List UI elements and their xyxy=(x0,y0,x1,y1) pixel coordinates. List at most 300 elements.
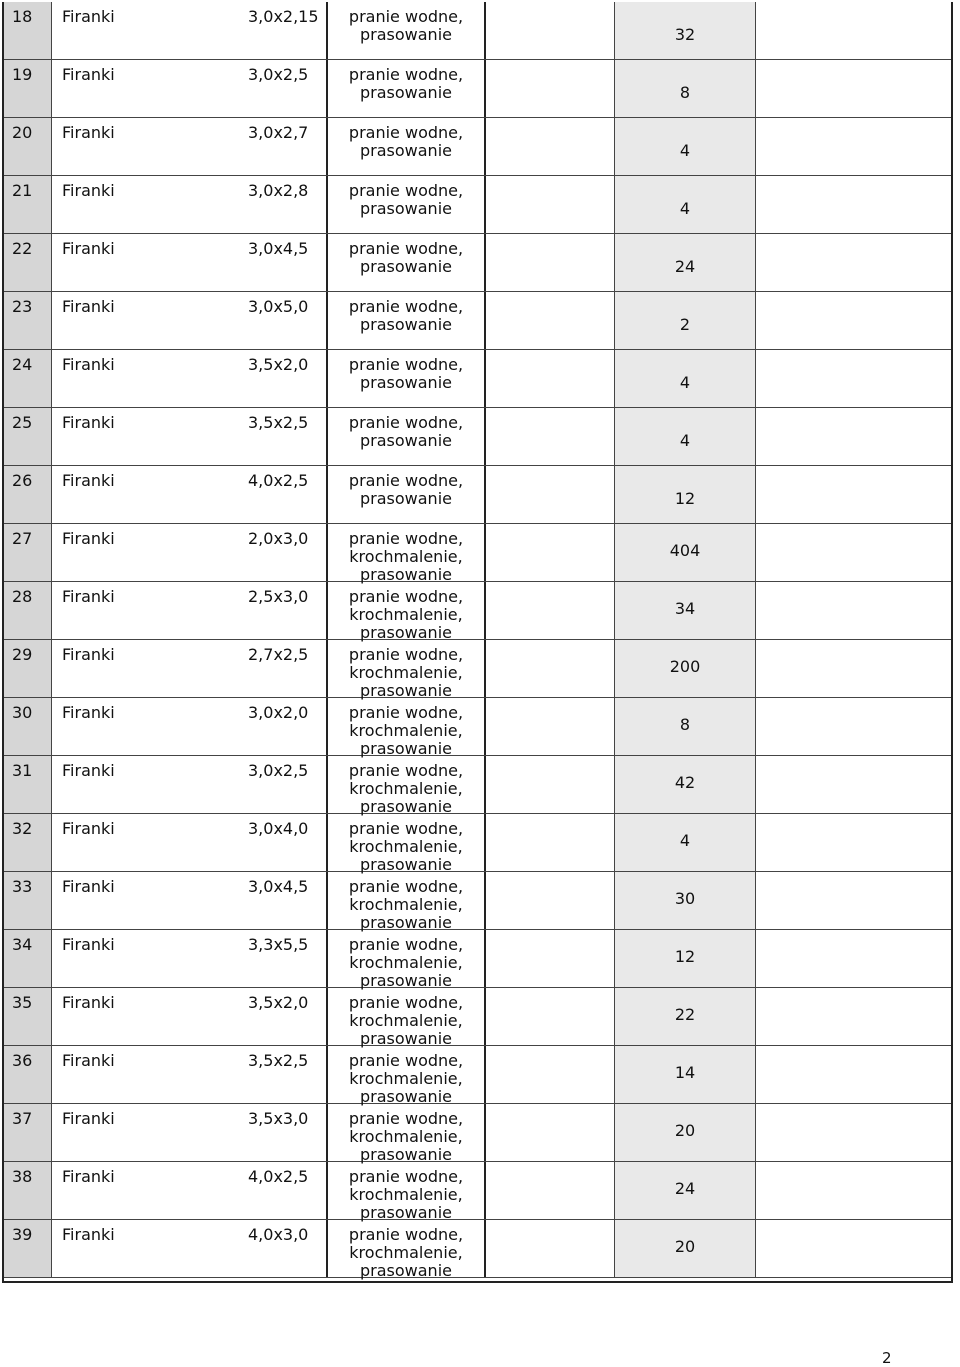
service-description-line: pranie wodne, xyxy=(348,1109,464,1128)
item-size-cell xyxy=(232,176,326,233)
quantity: 22 xyxy=(674,1005,696,1024)
service-description-cell xyxy=(326,350,486,407)
table-row xyxy=(4,118,951,176)
empty-cell xyxy=(756,60,951,117)
quantity: 4 xyxy=(679,199,691,218)
empty-cell xyxy=(756,176,951,233)
service-description-line: prasowanie xyxy=(360,141,452,160)
item-name: Firanki xyxy=(62,819,115,838)
empty-cell xyxy=(486,814,614,871)
quantity: 4 xyxy=(679,431,691,450)
quantity-cell xyxy=(614,524,756,581)
service-description-line: prasowanie xyxy=(360,489,452,508)
service-description-line: pranie wodne, xyxy=(348,297,464,316)
quantity: 200 xyxy=(669,657,701,676)
item-name-cell xyxy=(52,1220,232,1277)
service-description-cell xyxy=(326,118,486,175)
service-description-cell xyxy=(326,524,486,584)
table-row xyxy=(4,234,951,292)
service-description xyxy=(328,1110,484,1164)
service-description xyxy=(328,124,484,160)
empty-cell xyxy=(486,350,614,407)
row-number: 26 xyxy=(12,471,33,490)
empty-cell xyxy=(756,524,951,581)
item-size: 3,0x4,5 xyxy=(248,239,309,258)
service-description-line: prasowanie xyxy=(360,681,452,700)
item-size: 2,7x2,5 xyxy=(248,645,309,664)
quantity: 4 xyxy=(679,831,691,850)
service-description-cell xyxy=(326,640,486,700)
quantity-cell xyxy=(614,1162,756,1219)
row-number-cell xyxy=(4,1104,52,1161)
item-name-cell xyxy=(52,756,232,813)
item-name-cell xyxy=(52,1104,232,1161)
service-description-line: prasowanie xyxy=(360,83,452,102)
item-size-cell xyxy=(232,466,326,523)
service-description-line: pranie wodne, xyxy=(348,587,464,606)
empty-cell xyxy=(486,872,614,929)
empty-cell xyxy=(486,234,614,291)
empty-cell xyxy=(486,118,614,175)
row-number: 22 xyxy=(12,239,33,258)
row-number-cell xyxy=(4,524,52,581)
service-description-line: krochmalenie, xyxy=(349,1243,463,1262)
empty-cell xyxy=(756,582,951,639)
item-size-cell xyxy=(232,408,326,465)
empty-cell xyxy=(756,2,951,59)
table-row xyxy=(4,756,951,814)
item-name-cell xyxy=(52,524,232,581)
quantity-cell xyxy=(614,1104,756,1161)
empty-cell xyxy=(486,640,614,697)
item-name: Firanki xyxy=(62,297,115,316)
item-size-cell xyxy=(232,60,326,117)
row-number: 19 xyxy=(12,65,33,84)
quantity: 404 xyxy=(669,541,701,560)
quantity: 42 xyxy=(674,773,696,792)
item-name-cell xyxy=(52,408,232,465)
service-description xyxy=(328,182,484,218)
item-name-cell xyxy=(52,292,232,349)
service-description-line: pranie wodne, xyxy=(348,123,464,142)
empty-cell xyxy=(486,408,614,465)
quantity-cell xyxy=(614,176,756,233)
item-name: Firanki xyxy=(62,877,115,896)
row-number-cell xyxy=(4,756,52,813)
quantity-cell xyxy=(614,234,756,291)
service-description-line: krochmalenie, xyxy=(349,837,463,856)
row-number-cell xyxy=(4,1046,52,1103)
service-description-line: krochmalenie, xyxy=(349,1127,463,1146)
row-number: 34 xyxy=(12,935,33,954)
empty-cell xyxy=(756,1046,951,1103)
item-size-cell xyxy=(232,756,326,813)
service-description-line: pranie wodne, xyxy=(348,239,464,258)
quantity-cell xyxy=(614,872,756,929)
empty-cell xyxy=(756,930,951,987)
row-number: 38 xyxy=(12,1167,33,1186)
row-number: 20 xyxy=(12,123,33,142)
row-number: 29 xyxy=(12,645,33,664)
item-size-cell xyxy=(232,582,326,639)
row-number-cell xyxy=(4,234,52,291)
service-description xyxy=(328,762,484,816)
item-size-cell xyxy=(232,234,326,291)
item-name: Firanki xyxy=(62,935,115,954)
table-row xyxy=(4,60,951,118)
item-name-cell xyxy=(52,466,232,523)
service-description xyxy=(328,936,484,990)
empty-cell xyxy=(486,582,614,639)
item-size: 4,0x2,5 xyxy=(248,1167,309,1186)
empty-cell xyxy=(486,466,614,523)
row-number: 18 xyxy=(12,7,33,26)
service-description-cell xyxy=(326,408,486,465)
table-row xyxy=(4,176,951,234)
item-name: Firanki xyxy=(62,1167,115,1186)
item-size: 3,0x2,0 xyxy=(248,703,309,722)
empty-cell xyxy=(756,1220,951,1277)
empty-cell xyxy=(486,524,614,581)
item-size: 3,5x2,0 xyxy=(248,993,309,1012)
empty-cell xyxy=(486,756,614,813)
empty-cell xyxy=(756,466,951,523)
service-description-line: krochmalenie, xyxy=(349,895,463,914)
service-description-line: prasowanie xyxy=(360,739,452,758)
service-description xyxy=(328,1168,484,1222)
item-size: 2,0x3,0 xyxy=(248,529,309,548)
row-number: 39 xyxy=(12,1225,33,1244)
service-description-line: pranie wodne, xyxy=(348,65,464,84)
item-name: Firanki xyxy=(62,587,115,606)
quantity: 8 xyxy=(679,83,691,102)
item-size: 3,0x4,5 xyxy=(248,877,309,896)
quantity-cell xyxy=(614,582,756,639)
service-description-cell xyxy=(326,814,486,874)
item-size-cell xyxy=(232,2,326,59)
item-name-cell xyxy=(52,60,232,117)
item-size-cell xyxy=(232,350,326,407)
service-description-line: prasowanie xyxy=(360,971,452,990)
service-description xyxy=(328,298,484,334)
item-size-cell xyxy=(232,1104,326,1161)
item-name-cell xyxy=(52,2,232,59)
empty-cell xyxy=(486,1220,614,1277)
empty-cell xyxy=(756,756,951,813)
quantity: 32 xyxy=(674,25,696,44)
item-name-cell xyxy=(52,640,232,697)
item-size: 4,0x2,5 xyxy=(248,471,309,490)
service-description-line: prasowanie xyxy=(360,373,452,392)
item-size-cell xyxy=(232,292,326,349)
item-size-cell xyxy=(232,1162,326,1219)
item-name-cell xyxy=(52,698,232,755)
service-description-cell xyxy=(326,1046,486,1106)
table-row xyxy=(4,1046,951,1104)
item-size: 3,0x2,15 xyxy=(248,7,319,26)
items-table xyxy=(2,2,953,1283)
service-description xyxy=(328,356,484,392)
empty-cell xyxy=(756,408,951,465)
service-description-line: pranie wodne, xyxy=(348,993,464,1012)
item-name: Firanki xyxy=(62,529,115,548)
service-description-cell xyxy=(326,1220,486,1280)
service-description-line: krochmalenie, xyxy=(349,663,463,682)
service-description-line: prasowanie xyxy=(360,1087,452,1106)
item-size: 3,3x5,5 xyxy=(248,935,309,954)
service-description-line: pranie wodne, xyxy=(348,819,464,838)
service-description xyxy=(328,414,484,450)
quantity-cell xyxy=(614,640,756,697)
empty-cell xyxy=(756,988,951,1045)
service-description xyxy=(328,472,484,508)
row-number: 31 xyxy=(12,761,33,780)
service-description-line: krochmalenie, xyxy=(349,1011,463,1030)
row-number: 25 xyxy=(12,413,33,432)
service-description-line: pranie wodne, xyxy=(348,181,464,200)
service-description-line: pranie wodne, xyxy=(348,761,464,780)
service-description-line: krochmalenie, xyxy=(349,605,463,624)
service-description-cell xyxy=(326,1104,486,1164)
service-description-cell xyxy=(326,466,486,523)
item-size: 3,5x2,5 xyxy=(248,1051,309,1070)
service-description-cell xyxy=(326,292,486,349)
quantity: 20 xyxy=(674,1121,696,1140)
row-number-cell xyxy=(4,466,52,523)
service-description-cell xyxy=(326,930,486,990)
service-description xyxy=(328,240,484,276)
row-number-cell xyxy=(4,640,52,697)
item-size-cell xyxy=(232,698,326,755)
quantity-cell xyxy=(614,1046,756,1103)
service-description-line: prasowanie xyxy=(360,623,452,642)
quantity-cell xyxy=(614,2,756,59)
item-size-cell xyxy=(232,872,326,929)
row-number-cell xyxy=(4,292,52,349)
item-size-cell xyxy=(232,988,326,1045)
row-number: 27 xyxy=(12,529,33,548)
page-number: 2 xyxy=(882,1349,892,1367)
table-row xyxy=(4,930,951,988)
service-description xyxy=(328,66,484,102)
empty-cell xyxy=(756,814,951,871)
quantity-cell xyxy=(614,988,756,1045)
service-description-line: pranie wodne, xyxy=(348,1051,464,1070)
service-description-line: prasowanie xyxy=(360,1029,452,1048)
empty-cell xyxy=(756,292,951,349)
service-description-line: krochmalenie, xyxy=(349,547,463,566)
service-description-line: prasowanie xyxy=(360,1203,452,1222)
item-size-cell xyxy=(232,930,326,987)
service-description-line: pranie wodne, xyxy=(348,645,464,664)
row-number: 23 xyxy=(12,297,33,316)
empty-cell xyxy=(486,988,614,1045)
service-description xyxy=(328,1052,484,1106)
item-name-cell xyxy=(52,582,232,639)
service-description-line: prasowanie xyxy=(360,431,452,450)
row-number-cell xyxy=(4,698,52,755)
service-description-cell xyxy=(326,60,486,117)
item-name: Firanki xyxy=(62,1109,115,1128)
quantity: 14 xyxy=(674,1063,696,1082)
service-description-line: pranie wodne, xyxy=(348,7,464,26)
quantity-cell xyxy=(614,60,756,117)
empty-cell xyxy=(756,640,951,697)
table-row xyxy=(4,1162,951,1220)
row-number-cell xyxy=(4,350,52,407)
quantity-cell xyxy=(614,292,756,349)
empty-cell xyxy=(486,292,614,349)
item-size: 4,0x3,0 xyxy=(248,1225,309,1244)
quantity: 4 xyxy=(679,141,691,160)
item-size: 3,5x2,0 xyxy=(248,355,309,374)
quantity-cell xyxy=(614,466,756,523)
item-size: 3,0x2,7 xyxy=(248,123,309,142)
service-description-line: pranie wodne, xyxy=(348,1167,464,1186)
item-size: 3,0x2,8 xyxy=(248,181,309,200)
empty-cell xyxy=(486,176,614,233)
table-row xyxy=(4,2,951,60)
service-description-cell xyxy=(326,234,486,291)
service-description-line: prasowanie xyxy=(360,797,452,816)
service-description-line: pranie wodne, xyxy=(348,355,464,374)
item-size: 3,0x5,0 xyxy=(248,297,309,316)
table-row xyxy=(4,872,951,930)
item-size: 3,0x2,5 xyxy=(248,65,309,84)
item-name: Firanki xyxy=(62,355,115,374)
service-description-line: prasowanie xyxy=(360,257,452,276)
item-size-cell xyxy=(232,118,326,175)
service-description-line: pranie wodne, xyxy=(348,413,464,432)
service-description-cell xyxy=(326,582,486,642)
item-size: 3,5x2,5 xyxy=(248,413,309,432)
empty-cell xyxy=(486,60,614,117)
service-description-cell xyxy=(326,176,486,233)
row-number-cell xyxy=(4,1220,52,1277)
item-name-cell xyxy=(52,176,232,233)
service-description-line: prasowanie xyxy=(360,25,452,44)
service-description-line: pranie wodne, xyxy=(348,471,464,490)
item-size: 3,0x2,5 xyxy=(248,761,309,780)
item-size: 3,0x4,0 xyxy=(248,819,309,838)
item-name: Firanki xyxy=(62,993,115,1012)
table-row xyxy=(4,1104,951,1162)
service-description-cell xyxy=(326,1162,486,1222)
service-description-line: pranie wodne, xyxy=(348,1225,464,1244)
table-row xyxy=(4,698,951,756)
item-name: Firanki xyxy=(62,645,115,664)
service-description-line: krochmalenie, xyxy=(349,953,463,972)
service-description-line: prasowanie xyxy=(360,855,452,874)
service-description-line: pranie wodne, xyxy=(348,877,464,896)
empty-cell xyxy=(486,698,614,755)
service-description-line: prasowanie xyxy=(360,1145,452,1164)
service-description xyxy=(328,530,484,584)
service-description-line: pranie wodne, xyxy=(348,935,464,954)
table-row xyxy=(4,292,951,350)
item-name: Firanki xyxy=(62,413,115,432)
item-name: Firanki xyxy=(62,7,115,26)
service-description-cell xyxy=(326,2,486,59)
item-size-cell xyxy=(232,1220,326,1277)
service-description xyxy=(328,646,484,700)
item-name: Firanki xyxy=(62,471,115,490)
row-number-cell xyxy=(4,988,52,1045)
item-name-cell xyxy=(52,872,232,929)
quantity: 12 xyxy=(674,947,696,966)
quantity: 12 xyxy=(674,489,696,508)
quantity: 24 xyxy=(674,257,696,276)
table-row xyxy=(4,524,951,582)
table-row xyxy=(4,466,951,524)
service-description-cell xyxy=(326,756,486,816)
item-size: 3,5x3,0 xyxy=(248,1109,309,1128)
item-name-cell xyxy=(52,1046,232,1103)
item-name: Firanki xyxy=(62,123,115,142)
service-description xyxy=(328,878,484,932)
item-name-cell xyxy=(52,118,232,175)
empty-cell xyxy=(756,1162,951,1219)
row-number: 32 xyxy=(12,819,33,838)
item-name-cell xyxy=(52,988,232,1045)
service-description xyxy=(328,704,484,758)
quantity: 24 xyxy=(674,1179,696,1198)
quantity-cell xyxy=(614,756,756,813)
item-name: Firanki xyxy=(62,239,115,258)
service-description-line: krochmalenie, xyxy=(349,721,463,740)
row-number-cell xyxy=(4,176,52,233)
item-name: Firanki xyxy=(62,1225,115,1244)
table-row xyxy=(4,988,951,1046)
service-description-cell xyxy=(326,698,486,758)
empty-cell xyxy=(756,350,951,407)
row-number-cell xyxy=(4,2,52,59)
item-size-cell xyxy=(232,814,326,871)
row-number-cell xyxy=(4,872,52,929)
empty-cell xyxy=(486,2,614,59)
quantity-cell xyxy=(614,118,756,175)
service-description-line: prasowanie xyxy=(360,1261,452,1280)
row-number: 33 xyxy=(12,877,33,896)
item-size-cell xyxy=(232,524,326,581)
empty-cell xyxy=(486,930,614,987)
service-description-line: krochmalenie, xyxy=(349,1185,463,1204)
item-name: Firanki xyxy=(62,761,115,780)
quantity-cell xyxy=(614,408,756,465)
service-description-cell xyxy=(326,872,486,932)
service-description-line: krochmalenie, xyxy=(349,1069,463,1088)
item-name: Firanki xyxy=(62,181,115,200)
quantity-cell xyxy=(614,698,756,755)
service-description xyxy=(328,1226,484,1280)
row-number: 21 xyxy=(12,181,33,200)
empty-cell xyxy=(486,1046,614,1103)
item-name: Firanki xyxy=(62,703,115,722)
quantity: 4 xyxy=(679,373,691,392)
item-size: 2,5x3,0 xyxy=(248,587,309,606)
table-bottom-rule xyxy=(228,1281,610,1283)
item-name-cell xyxy=(52,1162,232,1219)
quantity-cell xyxy=(614,1220,756,1277)
service-description xyxy=(328,588,484,642)
service-description xyxy=(328,820,484,874)
service-description-line: prasowanie xyxy=(360,565,452,584)
service-description-line: krochmalenie, xyxy=(349,779,463,798)
service-description-line: prasowanie xyxy=(360,315,452,334)
service-description-cell xyxy=(326,988,486,1048)
empty-cell xyxy=(486,1162,614,1219)
empty-cell xyxy=(486,1104,614,1161)
